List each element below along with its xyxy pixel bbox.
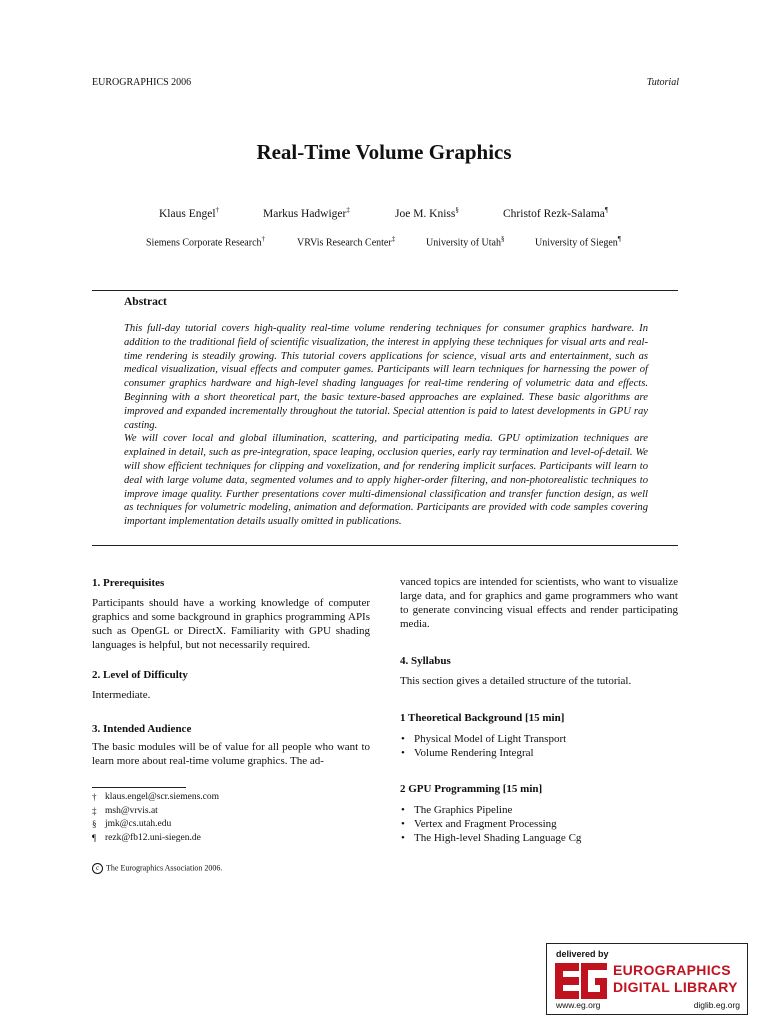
footnote-rule [92, 787, 186, 788]
author-1: Klaus Engel† [159, 206, 220, 220]
abstract-paragraph-1: This full-day tutorial covers high-quality real-time volume rendering techniques for consumer graphics hardware. In addition to the traditional field of scientific visualization, the interest in applying these techniques for visual arts and real-time rendering is steadily growing. This tutorial covers applications for science, visual arts and entertainment, such as medical visualization, visual effects and computer games. Participants will learn techniques for harnessing the power of consumer graphics hardware and high-level shading languages for real-time rendering of volumetric data and effects. Beginning with a short theoretical part, the basic texture-based approaches are explained. These basic algorithms are improved and expanded incrementally throughout the tutorial. Special attention is paid to latest developments in GPU ray casting. [124, 323, 648, 431]
author-4: Christof Rezk-Salama¶ [503, 206, 609, 220]
section-3-body: The basic modules will be of value for all people who want to learn more about real-time volume graphics. The ad- [92, 741, 370, 767]
abstract-bottom-rule [92, 545, 678, 546]
section-2-heading: 2. Level of Difficulty [92, 669, 188, 681]
list-item: • The High-level Shading Language Cg [400, 831, 678, 845]
section-4-heading: 4. Syllabus [400, 655, 451, 667]
brand-line-1: EUROGRAPHICS [613, 962, 731, 978]
footnote-1: † klaus.engel@scr.siemens.com [92, 792, 220, 802]
abstract-heading: Abstract [124, 296, 167, 308]
copyright-notice: c The Eurographics Association 2006. [92, 863, 222, 874]
abstract-top-rule [92, 290, 678, 291]
eg-url[interactable]: www.eg.org [556, 1000, 601, 1010]
footnote-2: ‡ msh@vrvis.at [92, 805, 158, 816]
affiliation-1: Siemens Corporate Research† [146, 235, 266, 249]
diglib-url[interactable]: diglib.eg.org [693, 1000, 740, 1010]
abstract-body [124, 322, 648, 529]
brand-line-2: DIGITAL LIBRARY [613, 979, 738, 995]
running-header-left: EUROGRAPHICS 2006 [92, 77, 192, 88]
delivered-by-label: delivered by [556, 949, 609, 959]
footnote-3: § jmk@cs.utah.edu [92, 819, 172, 829]
section-3-heading: 3. Intended Audience [92, 723, 192, 735]
syllabus-item-2-heading: 2 GPU Programming [15 min] [400, 783, 543, 795]
list-item: • Physical Model of Light Transport [400, 732, 678, 746]
section-1-body: Participants should have a working knowledge of computer graphics and some background in graphics programming APIs such as OpenGL or DirectX. Familiarity with GPU shading languages is helpful, but not necessarily required. [92, 597, 370, 651]
section-4-body: This section gives a detailed structure of the tutorial. [400, 675, 632, 687]
footnotes [92, 791, 219, 845]
syllabus-item-1-list [400, 732, 678, 760]
affiliation-2: VRVis Research Center‡ [297, 235, 396, 249]
footnote-4: ¶ rezk@fb12.uni-siegen.de [92, 832, 201, 843]
eg-logo-icon [555, 963, 607, 999]
syllabus-item-2-list [400, 803, 678, 845]
author-2: Markus Hadwiger‡ [263, 206, 350, 220]
list-item: • Volume Rendering Integral [400, 746, 678, 760]
section-3-continued: vanced topics are intended for scientists, who want to visualize large data, and for graphics and game programmers who want to generate convincing visual effects and render participating media. [400, 576, 678, 630]
list-item: • The Graphics Pipeline [400, 803, 678, 817]
eurographics-digital-library-logo[interactable] [546, 943, 748, 1015]
paper-title: Real-Time Volume Graphics [256, 140, 512, 164]
section-2-body: Intermediate. [92, 689, 151, 701]
affiliation-4: University of Siegen¶ [535, 235, 621, 249]
section-1-heading: 1. Prerequisites [92, 577, 165, 589]
abstract-paragraph-2: We will cover local and global illumination, scattering, and participating media. GPU optimization techniques are explained in detail, such as pre-integration, space leaping, occlusion queries, early ray termination and level-of-detail. We will show efficient techniques for clipping and voxelization, and for rendering implicit surfaces. Participants will learn to deal with large volume data, segmented volumes and to apply higher-order filtering, and non-photorealistic techniques to improve image quality. Further presentations cover multi-dimensional classification and transfer function design, as well as techniques for volumetric modeling, animation and deformation. Participants are provided with code samples covering important implementation details usually omitted in publications. [124, 433, 648, 528]
syllabus-item-1-heading: 1 Theoretical Background [15 min] [400, 712, 565, 724]
copyright-icon: c [92, 863, 103, 874]
author-3: Joe M. Kniss§ [395, 206, 459, 220]
affiliation-3: University of Utah§ [426, 235, 505, 249]
running-header-right: Tutorial [646, 77, 679, 88]
list-item: • Vertex and Fragment Processing [400, 817, 678, 831]
